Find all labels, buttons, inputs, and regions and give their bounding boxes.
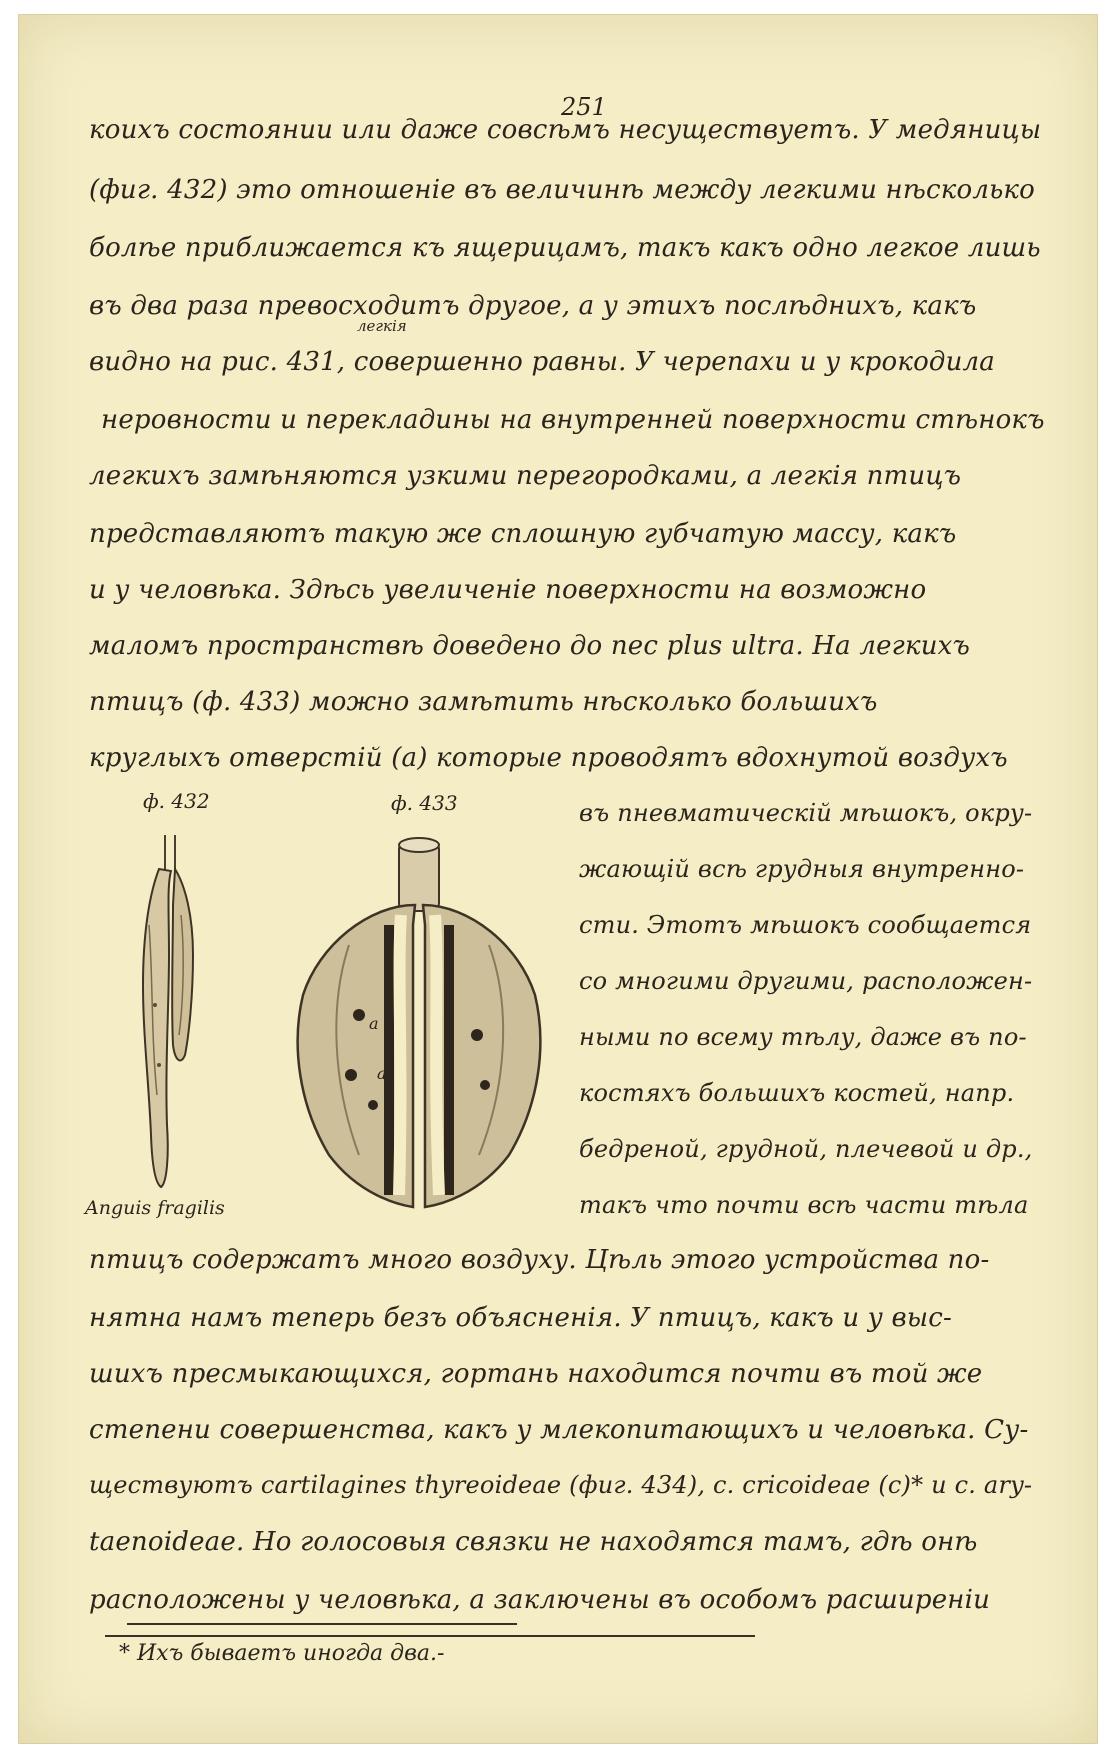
text-line: и у человѣка. Здѣсь увеличенiе поверхности на возможно [89, 575, 927, 605]
text-line: маломъ пространствѣ доведено до nec plus ultra. На легкихъ [89, 631, 971, 661]
figure-432-caption: Anguis fragilis [85, 1197, 225, 1219]
figure-433-bird-lungs-drawing [289, 835, 559, 1215]
text-line: шихъ пресмыкающихся, гортань находится почти въ той же [89, 1359, 983, 1389]
text-line: taenoideae. Но голосовыя связки не находятся тамъ, гдѣ онѣ [89, 1527, 978, 1557]
figure-432-lungs-drawing [119, 835, 229, 1195]
text-line: нятна намъ теперь безъ объясненiя. У птицъ, какъ и у выс- [89, 1303, 953, 1333]
text-line: бедреной, грудной, плечевой и др., [579, 1135, 1033, 1163]
text-line: (фиг. 432) это отношенiе въ величинѣ между легкими нѣсколько [89, 175, 1036, 205]
opening-label-a: a [377, 1064, 387, 1083]
opening-label-a: a [369, 1014, 379, 1033]
text-line: сти. Этотъ мѣшокъ сообщается [579, 911, 1032, 939]
text-line: расположены у человѣка, а заключены въ особомъ расширенiи [89, 1585, 991, 1615]
interlinear-insertion: легкiя [357, 317, 407, 335]
text-line: степени совершенства, какъ у млекопитающихъ и человѣка. Су- [89, 1415, 1029, 1445]
figure-label-432: ф. 432 [143, 789, 210, 813]
text-line: костяхъ большихъ костей, напр. [579, 1079, 1015, 1107]
manuscript-page [18, 14, 1098, 1744]
text-line: ными по всему тѣлу, даже въ по- [579, 1023, 1027, 1051]
page-number: 251 [561, 93, 607, 121]
text-line: представляютъ такую же сплошную губчатую массу, какъ [89, 519, 957, 549]
text-line: неровности и перекладины на внутренней поверхности стѣнокъ [101, 405, 1045, 435]
text-line: ществуютъ cartilagines thyreoideae (фиг. 434), c. cricoideae (c)* и c. ary- [89, 1471, 1033, 1499]
text-line: птицъ содержатъ много воздуху. Цѣль этого устройства по- [89, 1245, 990, 1275]
footnote: * Ихъ бываетъ иногда два.- [119, 1641, 445, 1666]
text-line: видно на рис. 431, совершенно равны. У черепахи и у крокодила [89, 347, 996, 377]
text-line: въ пневматическiй мѣшокъ, окру- [579, 799, 1033, 827]
underline-rule [127, 1623, 517, 1625]
text-line: птицъ (ф. 433) можно замѣтить нѣсколько большихъ [89, 687, 878, 717]
text-line: круглыхъ отверстiй (а) которые проводятъ вдохнутой воздухъ [89, 743, 1008, 773]
text-line: въ два раза превосходитъ другое, а у этихъ послѣднихъ, какъ [89, 291, 977, 321]
text-line: легкихъ замѣняются узкими перегородками, а легкiя птицъ [89, 461, 962, 491]
text-line: такъ что почти всѣ части тѣла [579, 1191, 1029, 1219]
text-line: болѣе приближается къ ящерицамъ, такъ какъ одно легкое лишь [89, 233, 1041, 263]
text-line: коихъ состоянии или даже совсѣмъ несуществуетъ. У медяницы [89, 115, 1042, 145]
text-line: жающiй всѣ грудныя внутренно- [579, 855, 1025, 883]
figure-label-433: ф. 433 [391, 791, 458, 815]
text-line: со многими другими, расположен- [579, 967, 1033, 995]
footnote-separator [105, 1635, 755, 1637]
